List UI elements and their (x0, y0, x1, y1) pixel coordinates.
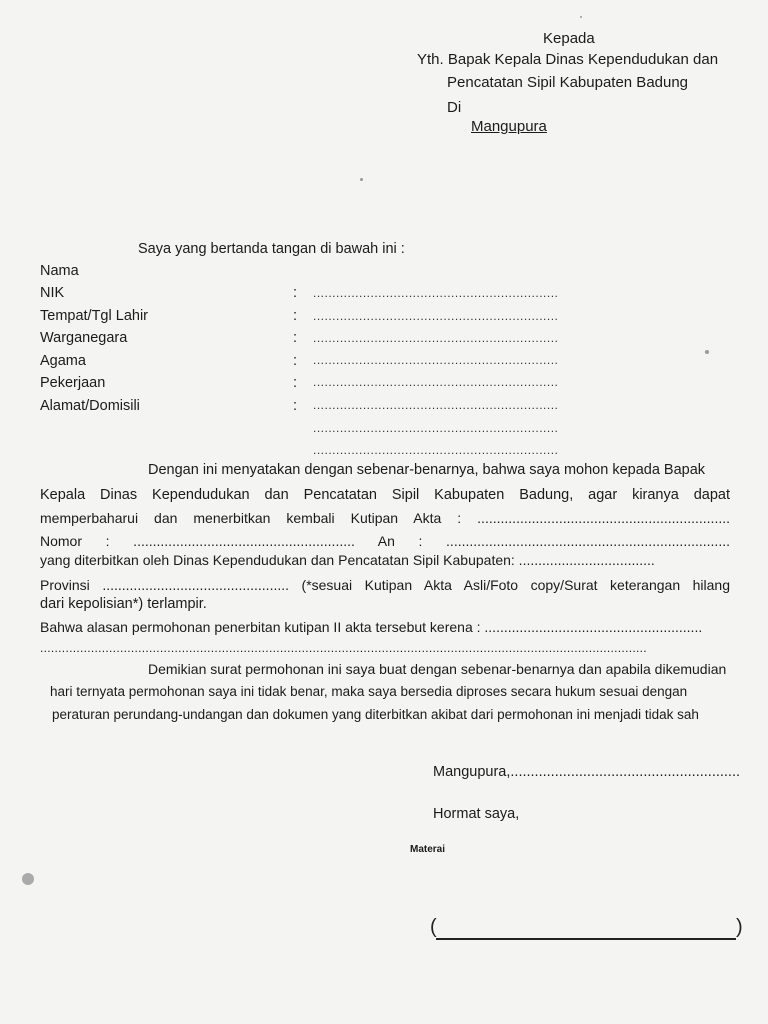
place-date-line: Mangupura,......................................................... (433, 764, 741, 780)
field-label-agama: Agama (40, 353, 86, 369)
field-colon: : (293, 398, 298, 414)
scan-speck (360, 178, 363, 181)
field-label-nik: NIK (40, 285, 65, 301)
recipient-di: Di (447, 99, 462, 116)
field-colon: : (293, 375, 298, 391)
statement-line-9: ....................................................................................................................................................................... (40, 641, 647, 655)
field-label-nama: Nama (40, 263, 79, 279)
statement-line-3: memperbaharui dan menerbitkan kembali Kutipan Akta : ................................................................. (40, 510, 730, 526)
signature-paren-close: ) (736, 916, 743, 938)
scan-speck (22, 873, 34, 885)
field-label-warganegara: Warganegara (40, 330, 128, 346)
field-dots-nik: ................................................................ (313, 286, 559, 300)
scan-speck (580, 16, 582, 18)
field-dots-warganegara: ................................................................ (313, 331, 559, 345)
field-label-tempat-tgl-lahir: Tempat/Tgl Lahir (40, 308, 148, 324)
statement-line-4: Nomor : ......................................................... An : ......................................................................... (40, 533, 730, 549)
address-extra-dots-2: ................................................................ (313, 443, 559, 457)
recipient-kepada: Kepada (543, 30, 595, 47)
statement-line-7: dari kepolisian*) terlampir. (40, 596, 207, 612)
field-colon: : (293, 285, 298, 301)
field-dots-pekerjaan: ................................................................ (313, 375, 559, 389)
recipient-line2: Pencatatan Sipil Kabupaten Badung (447, 74, 689, 91)
field-label-alamat: Alamat/Domisili (40, 398, 140, 414)
field-label-pekerjaan: Pekerjaan (40, 375, 106, 391)
signature-paren-open: ( (430, 916, 437, 938)
intro-text: Saya yang bertanda tangan di bawah ini : (138, 241, 405, 257)
field-dots-tempat-tgl-lahir: ................................................................ (313, 309, 559, 323)
signature-line (436, 928, 736, 940)
recipient-place: Mangupura (471, 118, 547, 135)
materai-label: Materai (410, 844, 446, 855)
statement-line-6: Provinsi ................................................ (*sesuai Kutipan Akta Asli/Foto copy/Surat keterangan hilang (40, 577, 730, 593)
closing-line-1: Demikian surat permohonan ini saya buat dengan sebenar-benarnya dan apabila dikemudian (148, 661, 727, 677)
statement-line-2: Kepala Dinas Kependudukan dan Pencatatan Sipil Kabupaten Badung, agar kiranya dapat (40, 487, 730, 503)
scan-speck (705, 350, 709, 354)
field-colon: : (293, 330, 298, 346)
field-colon: : (293, 353, 298, 369)
closing-line-3: peraturan perundang-undangan dan dokumen yang diterbitkan akibat dari permohonan ini menjadi tidak sah (52, 707, 699, 722)
field-dots-alamat: ................................................................ (313, 398, 559, 412)
statement-line-5: yang diterbitkan oleh Dinas Kependudukan dan Pencatatan Sipil Kabupaten: ................................... (40, 552, 655, 568)
field-dots-agama: ................................................................ (313, 353, 559, 367)
statement-line-8: Bahwa alasan permohonan penerbitan kutipan II akta tersebut kerena : ........................................................ (40, 619, 703, 635)
greeting-text: Hormat saya, (433, 806, 520, 822)
recipient-line1: Yth. Bapak Kepala Dinas Kependudukan dan (417, 51, 719, 68)
address-extra-dots-1: ................................................................ (313, 421, 559, 435)
closing-line-2: hari ternyata permohonan saya ini tidak benar, maka saya bersedia diproses secara hukum sesuai dengan (50, 684, 688, 699)
field-colon: : (293, 308, 298, 324)
statement-line-1: Dengan ini menyatakan dengan sebenar-benarnya, bahwa saya mohon kepada Bapak (148, 462, 706, 478)
